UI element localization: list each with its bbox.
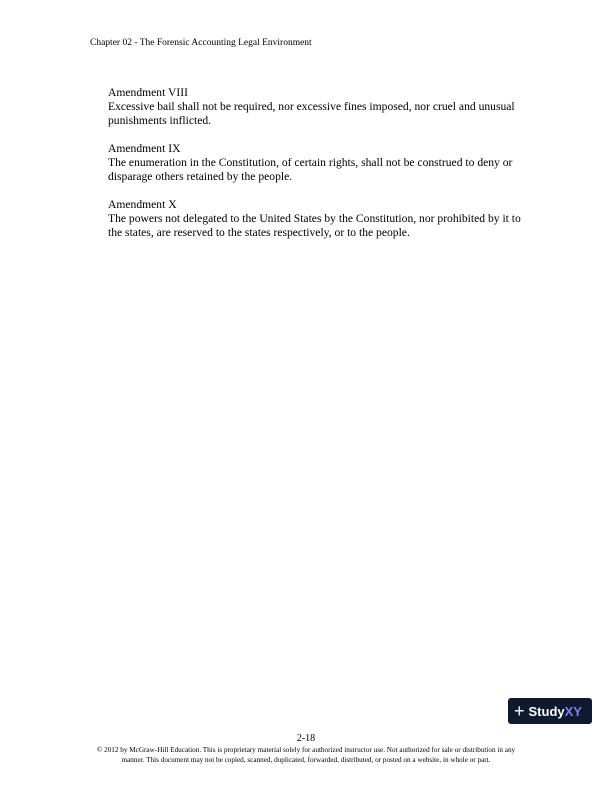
amendment-title: Amendment X (108, 198, 177, 211)
amendment-viii (108, 86, 528, 128)
amendments-list (108, 86, 528, 254)
amendment-title: Amendment IX (108, 142, 181, 155)
amendment-text: The powers not delegated to the United States by the Constitution, nor prohibited by it to the states, are reserved to the states respectively, or to the people. (108, 212, 521, 239)
studyxy-badge[interactable] (508, 698, 592, 724)
amendment-title: Amendment VIII (108, 86, 188, 99)
amendment-x (108, 198, 528, 240)
copyright-footer: © 2012 by McGraw-Hill Education. This is proprietary material solely for authorized instructor use. Not authorized for sale or distribution in any manner. This document may not be copied, scanned, duplicated, forwarded, distributed, or posted on a website, in whole or part. (96, 746, 516, 764)
badge-brand-main: Study (528, 703, 565, 719)
amendment-text: Excessive bail shall not be required, nor excessive fines imposed, nor cruel and unusual punishments inflicted. (108, 100, 515, 127)
chapter-header: Chapter 02 - The Forensic Accounting Legal Environment (90, 38, 312, 48)
badge-brand-accent: XY (564, 703, 582, 719)
page-number: 2-18 (296, 733, 316, 744)
amendment-text: The enumeration in the Constitution, of certain rights, shall not be construed to deny or disparage others retained by the people. (108, 156, 513, 183)
plus-icon: + (514, 701, 525, 721)
amendment-ix (108, 142, 528, 184)
